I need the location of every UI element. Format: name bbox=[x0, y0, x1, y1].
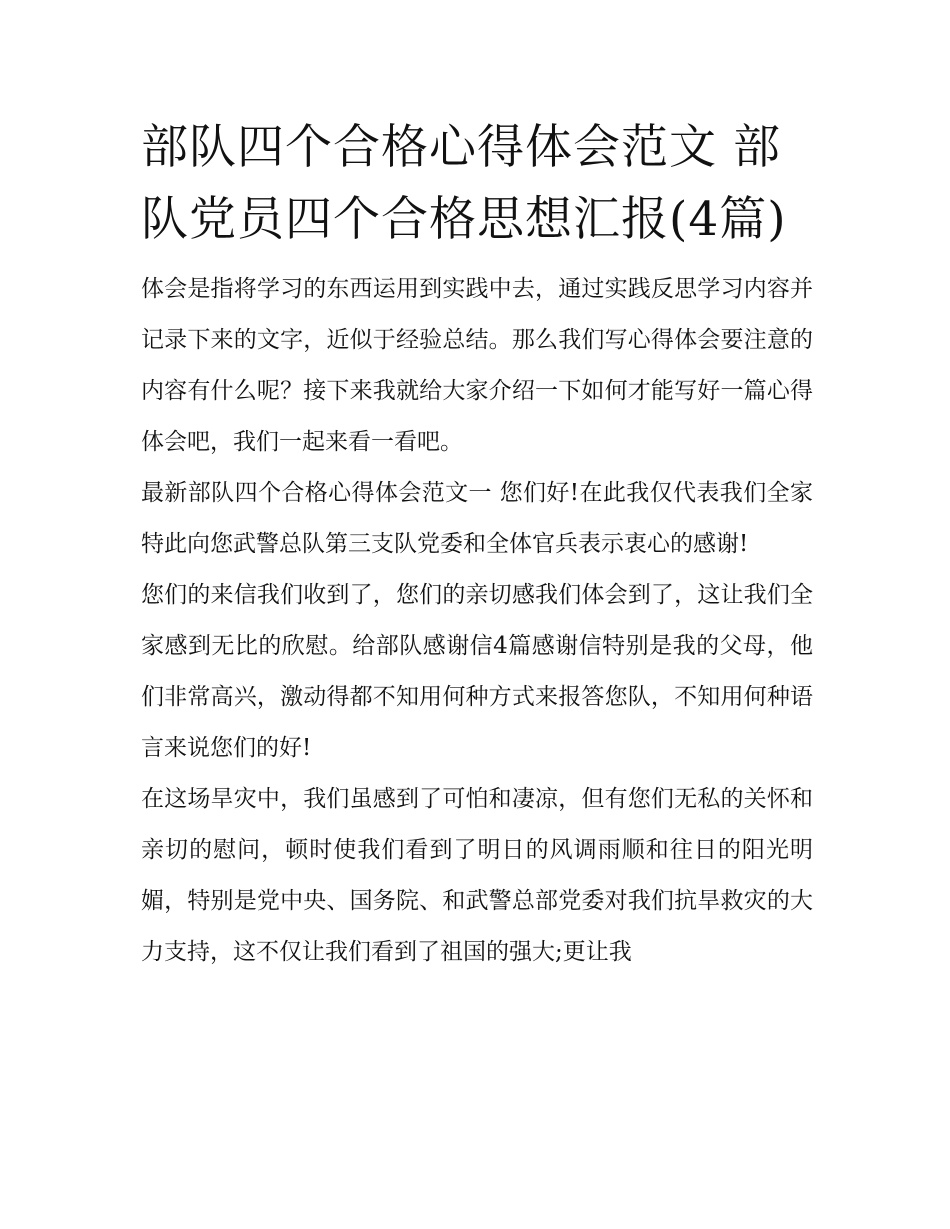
paragraph-intro: 体会是指将学习的东西运用到实践中去，通过实践反思学习内容并记录下来的文字，近似于经验总结。那么我们写心得体会要注意的内容有什么呢？接下来我就给大家介绍一下如何才能写好一篇心得体会吧，我们一起来看一看吧。 bbox=[141, 276, 813, 455]
paragraph-greeting: 最新部队四个合格心得体会范文一 您们好!在此我仅代表我们全家特此向您武警总队第三支队党委和全体官兵表示衷心的感谢! bbox=[141, 480, 813, 557]
paragraph-drought: 在这场旱灾中，我们虽感到了可怕和凄凉，但有您们无私的关怀和亲切的慰问，顿时使我们看到了明日的风调雨顺和往日的阳光明媚，特别是党中央、国务院、和武警总部党委对我们抗旱救灾的大力支持，这不仅让我们看到了祖国的强大;更让我 bbox=[141, 786, 813, 965]
document-title: 部队四个合格心得体会范文 部队党员四个合格思想汇报(4篇) bbox=[141, 120, 787, 247]
document-body bbox=[141, 112, 813, 978]
paragraph-letter-received: 您们的来信我们收到了，您们的亲切感我们体会到了，这让我们全家感到无比的欣慰。给部队感谢信4篇感谢信特别是我的父母，他们非常高兴，激动得都不知用何种方式来报答您队，不知用何种语言来说您们的好! bbox=[141, 582, 813, 761]
